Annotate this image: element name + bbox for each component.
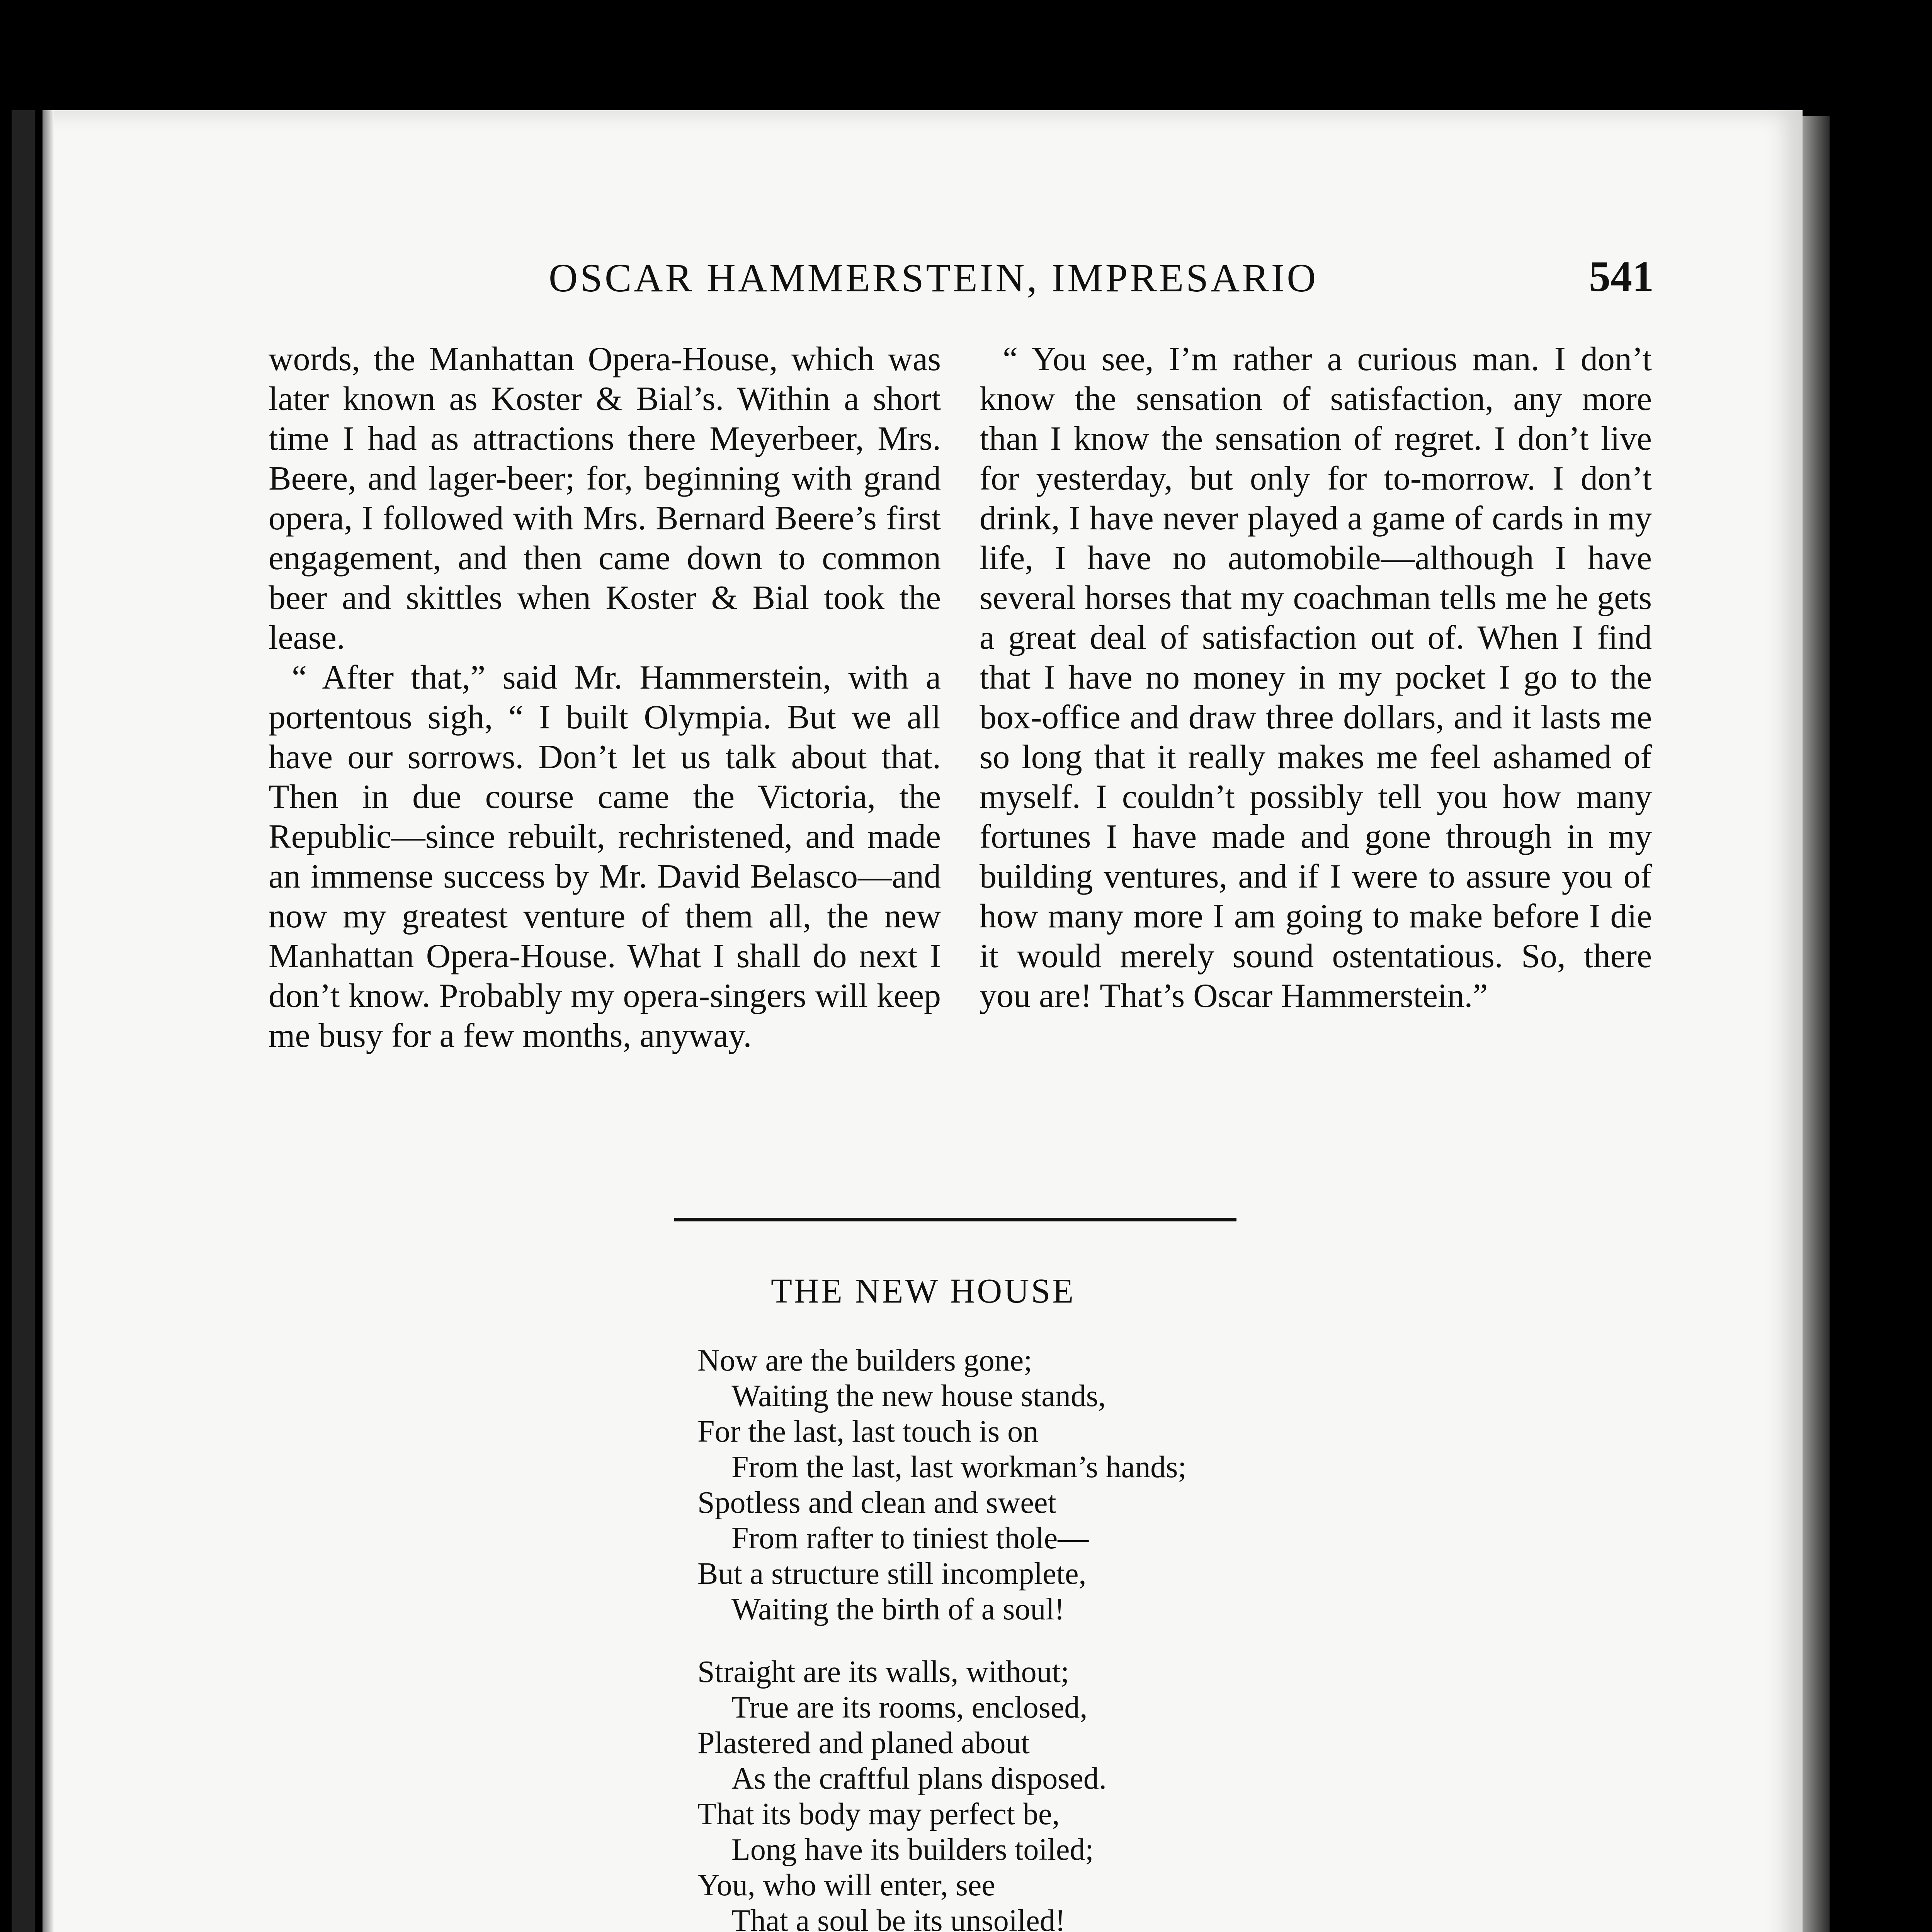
article-column-left xyxy=(269,339,941,1056)
article-column-right xyxy=(980,339,1652,1016)
poem-stanza xyxy=(697,1654,1187,1932)
paragraph: words, the Manhattan Opera-House, which was later known as Koster & Bial’s. Within a short time I had as attractions there Meyerbeer, Mrs. Beere, and lager-beer; for, beginning with grand opera, I followed with Mrs. Bernard Beere’s first engagement, and then came down to common beer and skittles when Koster & Bial took the lease. xyxy=(269,340,941,656)
poem-line: Straight are its walls, without; xyxy=(697,1655,1070,1689)
poem-line: You, who will enter, see xyxy=(697,1868,995,1902)
poem-line: But a structure still incomplete, xyxy=(697,1557,1087,1591)
running-head: OSCAR HAMMERSTEIN, IMPRESARIO xyxy=(549,256,1318,300)
poem-line: True are its rooms, enclosed, xyxy=(731,1690,1088,1725)
poem-line: That a soul be its unsoiled! xyxy=(731,1904,1066,1932)
poem-line: From the last, last workman’s hands; xyxy=(731,1450,1187,1484)
poem-line: That its body may perfect be, xyxy=(697,1797,1060,1831)
poem-line: Waiting the birth of a soul! xyxy=(731,1592,1065,1626)
poem-line: From rafter to tiniest thole— xyxy=(731,1521,1089,1555)
poem-line: For the last, last touch is on xyxy=(697,1415,1039,1449)
paragraph: “ After that,” said Mr. Hammerstein, with a portentous sigh, “ I built Olympia. But we all have our sorrows. Don’t let us talk about that. Then in due course came the Victoria, the Republic—since rebuilt, rechristened, and made an immense success by Mr. David Belasco—and now my greatest venture of them all, the new Manhattan Opera-House. What I shall do next I don’t know. Probably my opera-singers will keep me busy for a few months, anyway. xyxy=(269,659,941,1054)
poem-body xyxy=(697,1343,1187,1932)
poem-stanza xyxy=(697,1343,1187,1627)
page-edge xyxy=(1803,116,1830,1932)
poem-line: Spotless and clean and sweet xyxy=(697,1486,1056,1520)
poem-line: Long have its builders toiled; xyxy=(731,1833,1094,1867)
poem-title: THE NEW HOUSE xyxy=(771,1272,1076,1310)
page-number: 541 xyxy=(1589,253,1654,301)
section-divider xyxy=(674,1218,1236,1221)
paragraph: “ You see, I’m rather a curious man. I don’t know the sensation of satisfaction, any more than I know the sensation of regret. I don’t live for yesterday, but only for to-morrow. I don’t drink, I have never played a game of cards in my life, I have no automobile—although I have several horses that my coachman tells me he gets a great deal of satisfaction out of. When I find that I have no money in my pocket I go to the box-office and draw three dollars, and it lasts me so long that it really makes me feel ashamed of myself. I couldn’t possibly tell you how many fortunes I have made and gone through in my building ventures, and if I were to assure you of how many more I am going to make before I die it would merely sound ostentatious. So, there you are! That’s Oscar Hammerstein.” xyxy=(980,340,1652,1015)
poem-line: As the craftful plans disposed. xyxy=(731,1762,1107,1796)
poem-line: Plastered and planed about xyxy=(697,1726,1030,1760)
poem-line: Now are the builders gone; xyxy=(697,1344,1032,1378)
poem-line: Waiting the new house stands, xyxy=(731,1379,1106,1413)
binding-strip xyxy=(12,110,35,1932)
